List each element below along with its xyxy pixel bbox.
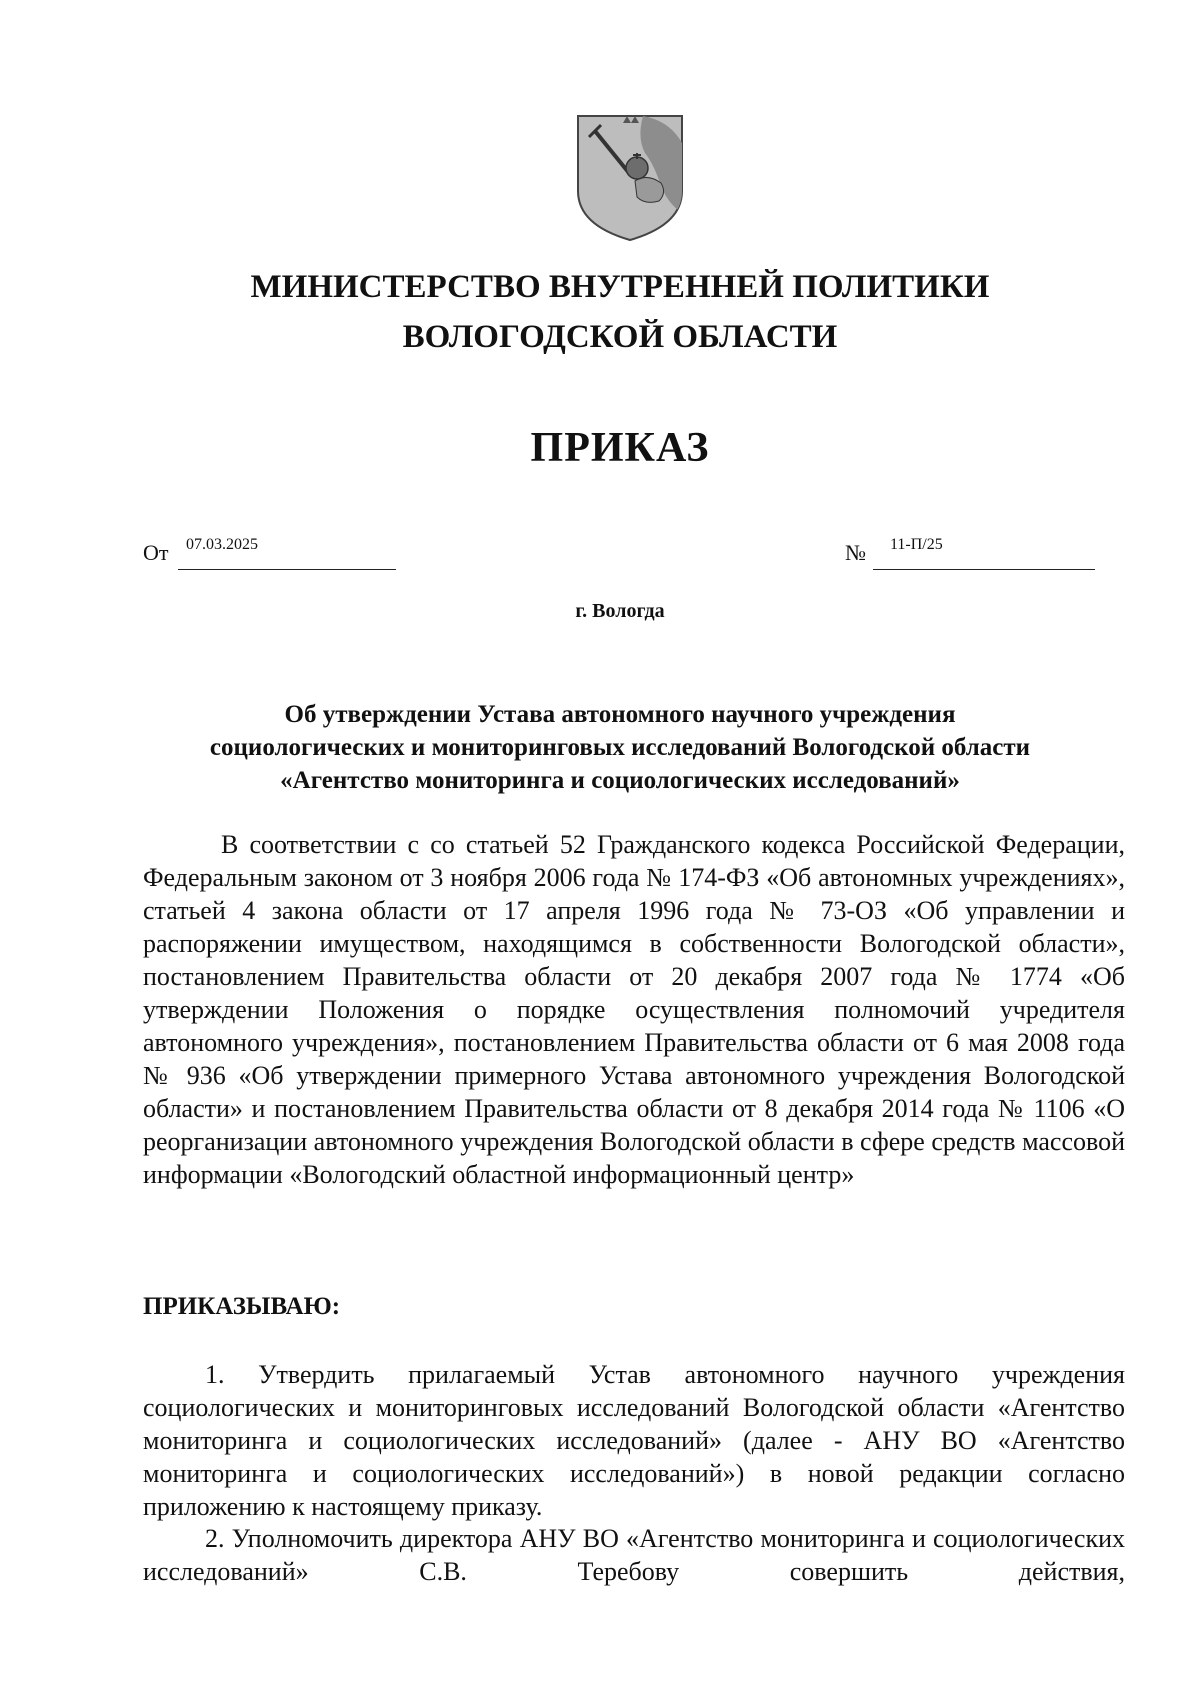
order-directive: ПРИКАЗЫВАЮ: xyxy=(143,1293,341,1320)
ministry-line-2: ВОЛОГОДСКОЙ ОБЛАСТИ xyxy=(402,319,838,355)
city: г. Вологда xyxy=(575,600,665,622)
ministry-name xyxy=(150,262,1090,362)
number-value: 11-П/25 xyxy=(890,536,943,553)
order-item-2: 2. Уполномочить директора АНУ ВО «Агентство мониторинга и социологических исследований» С.В. Теребову совершить действия, xyxy=(143,1524,1125,1586)
ministry-line-1: МИНИСТЕРСТВО ВНУТРЕННЕЙ ПОЛИТИКИ xyxy=(250,269,990,305)
order-item-1: 1. Утвердить прилагаемый Устав автономного научного учреждения социологических и мониторинговых исследований Вологодской области «Агентство мониторинга и социологических исследований» (далее - АНУ ВО «Агентство мониторинга и социологических исследований») в новой редакции согласно приложению к настоящему приказу. xyxy=(143,1360,1125,1521)
date-underline xyxy=(178,569,396,570)
subject-line-3: «Агентство мониторинга и социологических исследований» xyxy=(280,767,960,794)
preamble-paragraph: В соответствии с со статьей 52 Гражданского кодекса Российской Федерации, Федеральным законом от 3 ноября 2006 года № 174-ФЗ «Об автономных учреждениях», статьей 4 закона области от 17 апреля 1996 года № 73-ОЗ «Об управлении и распоряжении имуществом, находящимся в собственности Вологодской области», постановлением Правительства области от 20 декабря 2007 года № 1774 «Об утверждении Положения о порядке осуществления полномочий учредителя автономного учреждения», постановлением Правительства области от 6 мая 2008 года № 936 «Об утверждении примерного Устава автономного учреждения Вологодской области» и постановлением Правительства области от 8 декабря 2014 года № 1106 «О реорганизации автономного учреждения Вологодской области в сфере средств массовой информации «Вологодский областной информационный центр» xyxy=(143,830,1125,1189)
number-underline xyxy=(873,569,1095,570)
number-handwritten xyxy=(890,536,943,554)
order-subject xyxy=(140,698,1100,797)
subject-line-2: социологических и мониторинговых исследований Вологодской области xyxy=(209,734,1031,761)
subject-line-1: Об утверждении Устава автономного научного учреждения xyxy=(284,701,956,728)
date-value: 07.03.2025 xyxy=(186,536,258,553)
date-handwritten xyxy=(186,536,258,554)
coat-of-arms-emblem xyxy=(575,113,685,243)
number-label: № xyxy=(845,540,866,565)
date-label: От xyxy=(143,540,169,565)
document-title: ПРИКАЗ xyxy=(530,425,710,471)
